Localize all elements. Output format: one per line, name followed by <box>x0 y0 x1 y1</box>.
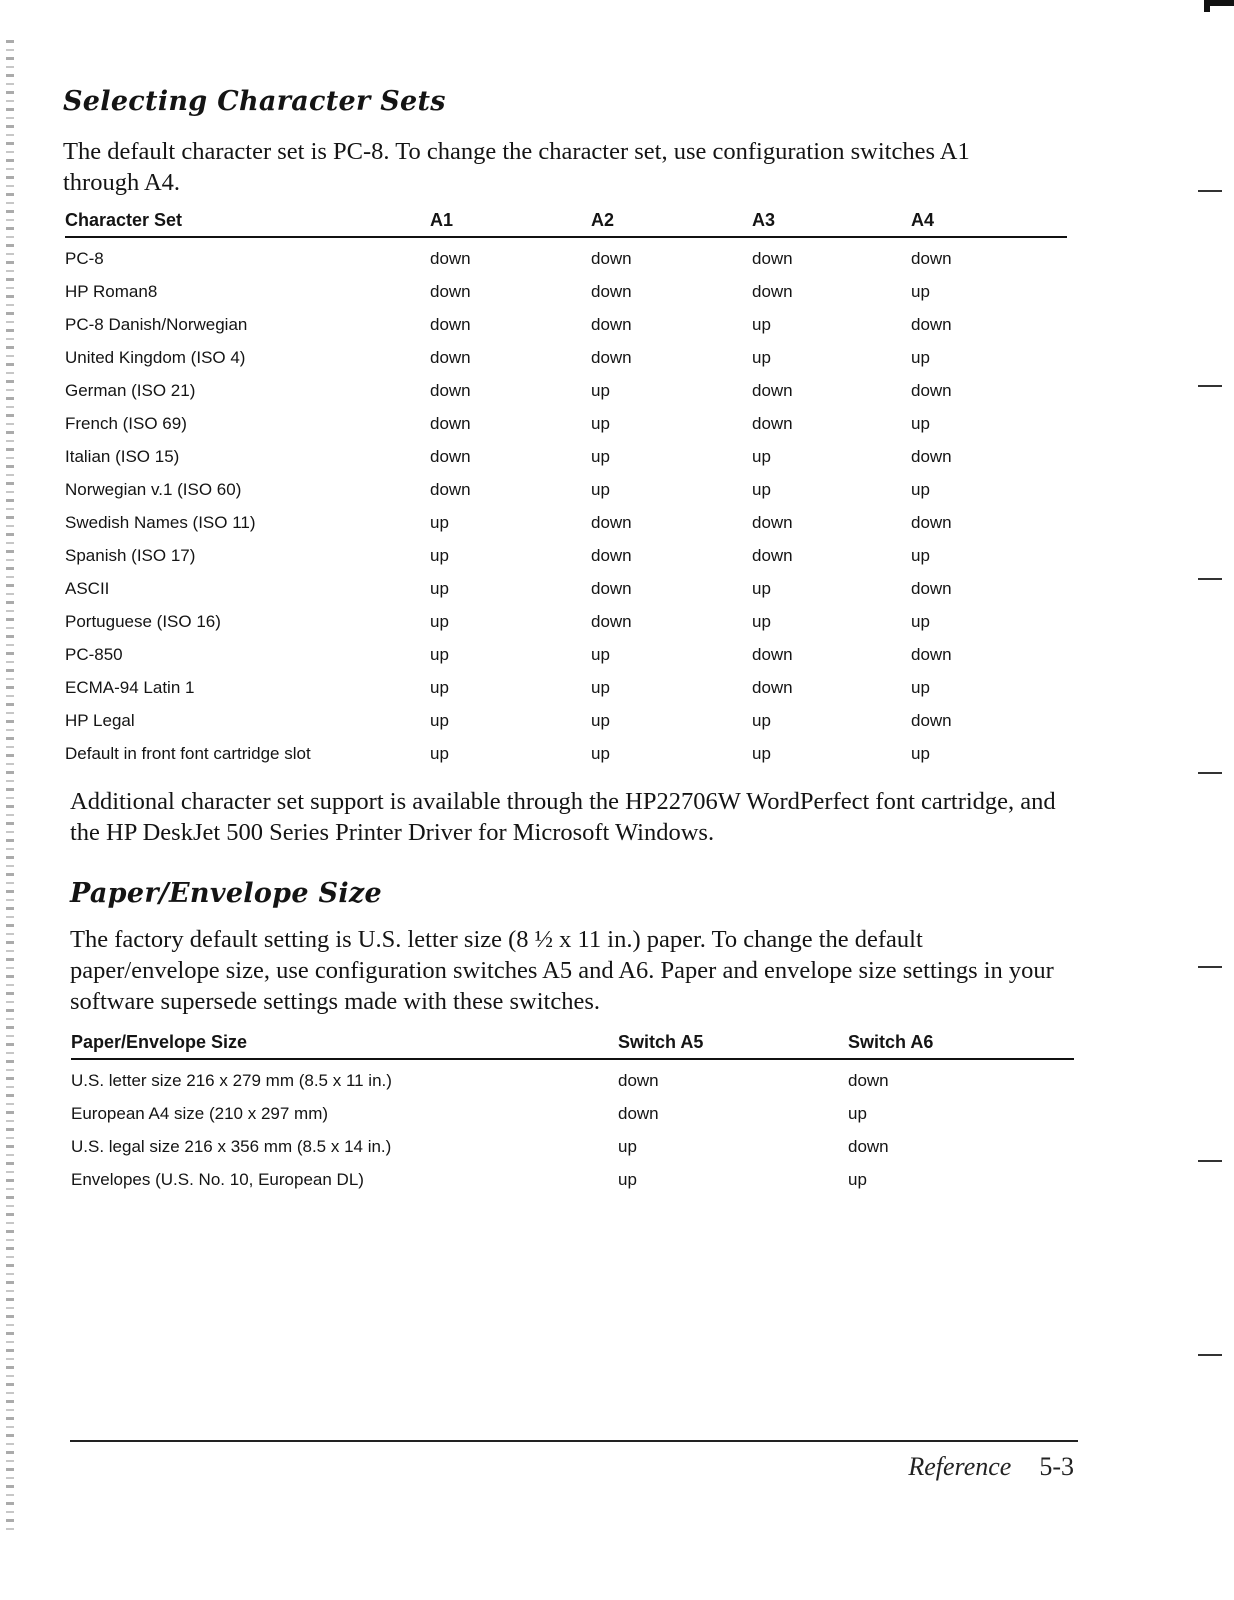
footer-rule <box>70 1440 1078 1442</box>
switch-position-cell: up <box>430 677 449 697</box>
switch-position-cell: down <box>752 644 793 664</box>
switch-position-cell: down <box>430 248 471 268</box>
switch-position-cell: up <box>591 380 610 400</box>
switch-position-cell: up <box>591 479 610 499</box>
row-label-cell: Spanish (ISO 17) <box>65 545 196 565</box>
page-footer <box>908 1452 1074 1482</box>
switch-position-cell: up <box>752 743 771 763</box>
charset-intro-paragraph: The default character set is PC-8. To change the character set, use configuration switches A1 through A4. <box>63 138 970 196</box>
row-label-cell: PC-850 <box>65 644 123 664</box>
switch-position-cell: down <box>911 710 952 730</box>
table-row <box>71 1097 1074 1130</box>
switch-position-cell: down <box>911 446 952 466</box>
table-row <box>65 605 1067 638</box>
column-header-a4: A4 <box>911 210 1067 237</box>
paper-intro-paragraph: The factory default setting is U.S. letter size (8 ½ x 11 in.) paper. To change the default paper/envelope size, use configuration switches A5 and A6. Paper and envelope size settings in your software supersede settings made with these switches. <box>70 926 1054 1015</box>
switch-position-cell: down <box>752 281 793 301</box>
character-set-table-body <box>65 237 1067 770</box>
switch-position-cell: down <box>430 446 471 466</box>
switch-position-cell: down <box>911 380 952 400</box>
table-row <box>65 374 1067 407</box>
table-row <box>65 572 1067 605</box>
margin-tick <box>1198 385 1222 387</box>
row-label-cell: Default in front font cartridge slot <box>65 743 311 763</box>
column-header-character-set: Character Set <box>65 210 430 237</box>
footer-page-number: 5-3 <box>1039 1452 1074 1481</box>
row-label-cell: ASCII <box>65 578 110 598</box>
margin-tick <box>1198 1354 1222 1356</box>
switch-position-cell: down <box>848 1136 889 1156</box>
switch-position-cell: up <box>430 743 449 763</box>
row-label-cell: European A4 size (210 x 297 mm) <box>71 1103 329 1123</box>
switch-position-cell: up <box>848 1169 867 1189</box>
switch-position-cell: down <box>911 314 952 334</box>
switch-position-cell: down <box>591 545 632 565</box>
scan-binding-edge <box>6 40 14 1530</box>
switch-position-cell: down <box>591 314 632 334</box>
switch-position-cell: up <box>591 446 610 466</box>
table-row <box>65 341 1067 374</box>
switch-position-cell: up <box>911 545 930 565</box>
switch-position-cell: down <box>848 1070 889 1090</box>
table-header-row <box>65 210 1067 237</box>
row-label-cell: Italian (ISO 15) <box>65 446 180 466</box>
column-header-paper-size: Paper/Envelope Size <box>71 1032 618 1059</box>
charset-section-title: Selecting Character Sets <box>63 86 446 117</box>
table-row <box>71 1130 1074 1163</box>
switch-position-cell: up <box>752 347 771 367</box>
switch-position-cell: up <box>430 512 449 532</box>
margin-tick <box>1198 966 1222 968</box>
switch-position-cell: down <box>911 248 952 268</box>
switch-position-cell: up <box>911 743 930 763</box>
switch-position-cell: up <box>430 644 449 664</box>
switch-position-cell: down <box>430 413 471 433</box>
row-label-cell: PC-8 <box>65 248 104 268</box>
switch-position-cell: up <box>591 677 610 697</box>
margin-tick <box>1198 772 1222 774</box>
table-row <box>65 737 1067 770</box>
switch-position-cell: down <box>430 314 471 334</box>
charset-note-paragraph: Additional character set support is available through the HP22706W WordPerfect font cartridge, and the HP DeskJet 500 Series Printer Driver for Microsoft Windows. <box>70 788 1056 846</box>
switch-position-cell: up <box>591 743 610 763</box>
switch-position-cell: down <box>430 347 471 367</box>
corner-crop-mark <box>1204 0 1234 6</box>
switch-position-cell: down <box>752 248 793 268</box>
switch-position-cell: down <box>618 1070 659 1090</box>
table-row <box>65 440 1067 473</box>
switch-position-cell: up <box>752 611 771 631</box>
row-label-cell: U.S. legal size 216 x 356 mm (8.5 x 14 in.) <box>71 1136 392 1156</box>
switch-position-cell: down <box>591 611 632 631</box>
switch-position-cell: up <box>911 479 930 499</box>
row-label-cell: French (ISO 69) <box>65 413 187 433</box>
paper-size-table-body <box>71 1059 1074 1196</box>
switch-position-cell: down <box>752 380 793 400</box>
table-row <box>65 638 1067 671</box>
row-label-cell: PC-8 Danish/Norwegian <box>65 314 248 334</box>
row-label-cell: U.S. letter size 216 x 279 mm (8.5 x 11 in.) <box>71 1070 392 1090</box>
column-header-a2: A2 <box>591 210 752 237</box>
row-label-cell: German (ISO 21) <box>65 380 196 400</box>
switch-position-cell: down <box>591 248 632 268</box>
margin-tick <box>1198 190 1222 192</box>
switch-position-cell: down <box>430 479 471 499</box>
table-row <box>65 308 1067 341</box>
switch-position-cell: up <box>618 1136 637 1156</box>
row-label-cell: Portuguese (ISO 16) <box>65 611 221 631</box>
paper-size-table <box>71 1032 1074 1196</box>
footer-section-name: Reference <box>908 1452 1012 1481</box>
row-label-cell: ECMA-94 Latin 1 <box>65 677 195 697</box>
column-header-switch-a5: Switch A5 <box>618 1032 848 1059</box>
table-row <box>65 506 1067 539</box>
row-label-cell: Swedish Names (ISO 11) <box>65 512 256 532</box>
margin-tick <box>1198 1160 1222 1162</box>
column-header-a3: A3 <box>752 210 911 237</box>
switch-position-cell: down <box>752 545 793 565</box>
switch-position-cell: up <box>430 611 449 631</box>
switch-position-cell: up <box>911 347 930 367</box>
margin-tick <box>1198 578 1222 580</box>
row-label-cell: Norwegian v.1 (ISO 60) <box>65 479 242 499</box>
switch-position-cell: up <box>752 479 771 499</box>
table-row <box>65 704 1067 737</box>
switch-position-cell: down <box>911 578 952 598</box>
column-header-switch-a6: Switch A6 <box>848 1032 1074 1059</box>
switch-position-cell: up <box>911 611 930 631</box>
switch-position-cell: down <box>911 644 952 664</box>
switch-position-cell: down <box>591 347 632 367</box>
switch-position-cell: down <box>430 380 471 400</box>
switch-position-cell: up <box>911 281 930 301</box>
switch-position-cell: down <box>591 578 632 598</box>
switch-position-cell: down <box>618 1103 659 1123</box>
switch-position-cell: up <box>752 578 771 598</box>
table-header-row <box>71 1032 1074 1059</box>
switch-position-cell: up <box>430 578 449 598</box>
switch-position-cell: up <box>911 413 930 433</box>
table-row <box>65 539 1067 572</box>
column-header-a1: A1 <box>430 210 591 237</box>
switch-position-cell: up <box>591 413 610 433</box>
table-row <box>65 275 1067 308</box>
table-row <box>65 671 1067 704</box>
switch-position-cell: down <box>591 512 632 532</box>
row-label-cell: HP Roman8 <box>65 281 158 301</box>
table-row <box>71 1163 1074 1196</box>
switch-position-cell: up <box>752 314 771 334</box>
switch-position-cell: up <box>430 545 449 565</box>
switch-position-cell: down <box>752 413 793 433</box>
switch-position-cell: down <box>591 281 632 301</box>
switch-position-cell: up <box>848 1103 867 1123</box>
switch-position-cell: down <box>752 512 793 532</box>
switch-position-cell: up <box>752 710 771 730</box>
switch-position-cell: up <box>618 1169 637 1189</box>
table-row <box>71 1059 1074 1097</box>
switch-position-cell: up <box>752 446 771 466</box>
switch-position-cell: up <box>430 710 449 730</box>
table-row <box>65 473 1067 506</box>
row-label-cell: United Kingdom (ISO 4) <box>65 347 246 367</box>
switch-position-cell: up <box>911 677 930 697</box>
switch-position-cell: down <box>430 281 471 301</box>
switch-position-cell: down <box>752 677 793 697</box>
row-label-cell: Envelopes (U.S. No. 10, European DL) <box>71 1169 364 1189</box>
character-set-table <box>65 210 1067 770</box>
switch-position-cell: up <box>591 710 610 730</box>
paper-section-title: Paper/Envelope Size <box>70 878 382 909</box>
table-row <box>65 237 1067 275</box>
table-row <box>65 407 1067 440</box>
switch-position-cell: down <box>911 512 952 532</box>
switch-position-cell: up <box>591 644 610 664</box>
row-label-cell: HP Legal <box>65 710 135 730</box>
